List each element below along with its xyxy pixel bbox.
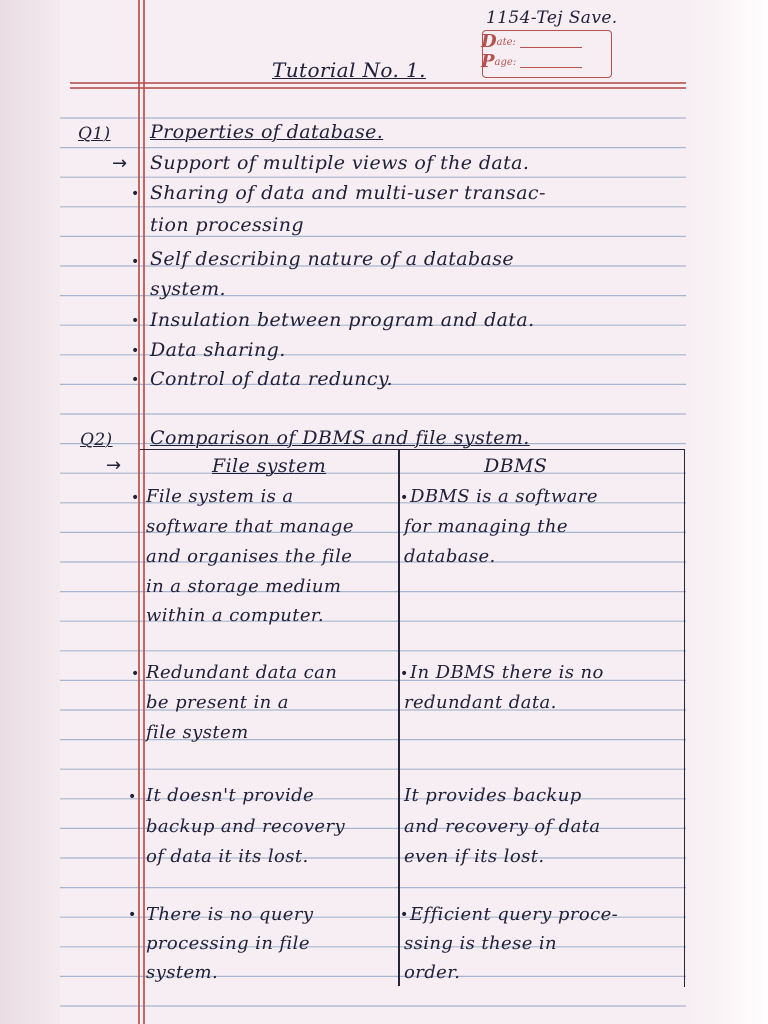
header-rule [70, 82, 686, 84]
arrow-icon: → [112, 153, 128, 174]
bullet-icon: • [131, 343, 140, 359]
list-item: Self describing nature of a database [150, 248, 515, 270]
table-cell-dbms: DBMS is a software [410, 486, 598, 507]
table-cell-dbms: order. [404, 962, 461, 983]
table-cell-file-system: and organises the file [146, 546, 353, 567]
table-column-divider [398, 449, 400, 986]
table-cell-dbms: In DBMS there is no [410, 662, 604, 683]
table-cell-file-system: within a computer. [146, 605, 325, 626]
bullet-icon: • [131, 490, 140, 506]
list-item: Sharing of data and multi-user transac- [150, 182, 546, 204]
table-cell-file-system: backup and recovery [146, 816, 346, 837]
stamp-page-letter: P [481, 51, 495, 72]
table-cell-file-system: file system [146, 722, 249, 743]
table-cell-file-system: File system is a [146, 486, 294, 507]
bullet-icon: • [131, 666, 140, 682]
table-cell-file-system: There is no query [146, 904, 314, 925]
stamp-date-label: ate: [496, 36, 516, 48]
table-cell-dbms: database. [404, 546, 496, 567]
date-page-stamp [482, 30, 612, 78]
table-cell-file-system: It doesn't provide [146, 785, 315, 806]
table-cell-dbms: even if its lost. [404, 846, 545, 867]
list-item: Insulation between program and data. [150, 309, 535, 331]
question-number: Q1) [78, 124, 111, 144]
table-cell-dbms: Efficient query proce- [410, 904, 619, 925]
table-cell-dbms: redundant data. [404, 692, 557, 713]
question-heading: Properties of database. [150, 121, 384, 143]
table-cell-file-system: of data it its lost. [146, 846, 309, 867]
bullet-icon: • [400, 490, 409, 506]
bullet-icon: • [128, 789, 137, 805]
question-number: Q2) [80, 430, 113, 450]
list-item: Support of multiple views of the data. [150, 152, 530, 174]
table-header-file-system: File system [212, 455, 327, 477]
table-cell-dbms: for managing the [404, 516, 568, 537]
bullet-icon: • [131, 254, 140, 270]
stamp-date-blank [520, 37, 582, 48]
list-item: Control of data reduncy. [150, 368, 393, 390]
bullet-icon: • [131, 186, 140, 202]
table-cell-dbms: ssing is these in [404, 933, 558, 954]
table-cell-dbms: It provides backup [404, 785, 582, 806]
bullet-icon: • [128, 907, 137, 923]
table-cell-file-system: processing in file [146, 933, 310, 954]
stamp-date-letter: D [481, 31, 497, 52]
list-item: Data sharing. [150, 339, 286, 361]
bullet-icon: • [400, 666, 409, 682]
table-cell-dbms: and recovery of data [404, 816, 601, 837]
stamp-page-label: age: [494, 56, 517, 68]
table-cell-file-system: software that manage [146, 516, 354, 537]
list-item-continued: tion processing [150, 214, 304, 236]
stamp-page-blank [520, 57, 582, 68]
bullet-icon: • [400, 907, 409, 923]
table-header-dbms: DBMS [484, 455, 548, 477]
author-note: 1154-Tej Save. [486, 8, 618, 28]
table-cell-file-system: be present in a [146, 692, 289, 713]
question-heading: Comparison of DBMS and file system. [150, 427, 530, 449]
page-title: Tutorial No. 1. [272, 58, 426, 82]
table-cell-file-system: in a storage medium [146, 576, 342, 597]
table-cell-file-system: system. [146, 962, 219, 983]
list-item-continued: system. [150, 278, 226, 300]
bullet-icon: • [131, 372, 140, 388]
header-rule [70, 87, 686, 89]
arrow-icon: → [106, 455, 122, 476]
bullet-icon: • [131, 313, 140, 329]
table-cell-file-system: Redundant data can [146, 662, 338, 683]
